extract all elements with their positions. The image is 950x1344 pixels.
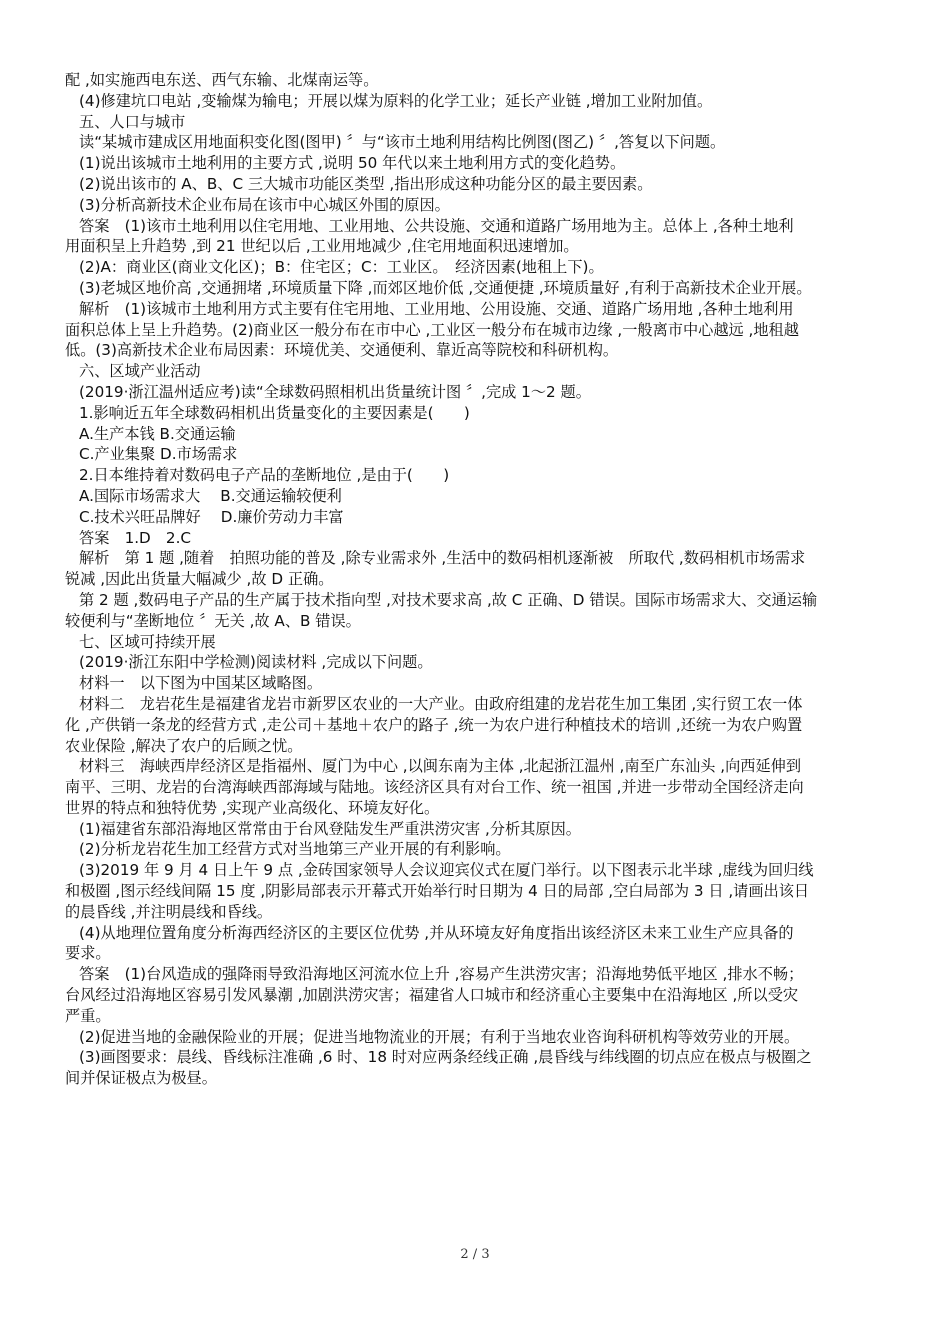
text-line: 第 2 题 ,数码电子产品的生产属于技术指向型 ,对技术要求高 ,故 C 正确、D 错误。国际市场需求大、交通运输 — [79, 590, 818, 609]
text-line: (1)说出该城市土地利用的主要方式 ,说明 50 年代以来土地利用方式的变化趋势。 — [79, 154, 626, 173]
text-line: 七、区域可持续开展 — [79, 632, 216, 651]
text-line: 农业保险 ,解决了农户的后顾之忧。 — [65, 736, 303, 755]
text-line: 读“某城市建成区用地面积变化图(图甲) 〞与“该市土地利用结构比例图(图乙) 〞,答复以下问题。 — [79, 133, 726, 152]
text-line: 严重。 — [65, 1006, 111, 1025]
text-line: 解析 (1)该城市土地利用方式主要有住宅用地、工业用地、公用设施、交通、道路广场用地 ,各种土地利用 — [79, 299, 794, 318]
text-line: (3)老城区地价高 ,交通拥堵 ,环境质量下降 ,而郊区地价低 ,交通便捷 ,环境质量好 ,有利于高新技术企业开展。 — [79, 278, 812, 297]
text-line: 面积总体上呈上升趋势。(2)商业区一般分布在市中心 ,工业区一般分布在城市边缘 ,一般离市中心越远 ,地租越 — [65, 320, 799, 339]
text-line: (2019·浙江东阳中学检测)阅读材料 ,完成以下问题。 — [79, 653, 433, 672]
text-line: 化 ,产供销一条龙的经营方式 ,走公司＋基地＋农户的路子 ,统一为农户进行种植技术的培训 ,还统一为农户购置 — [65, 715, 803, 734]
text-line: 五、人口与城市 — [79, 112, 186, 131]
text-line: 的晨昏线 ,并注明晨线和昏线。 — [65, 902, 273, 921]
text-line: 台风经过沿海地区容易引发风暴潮 ,加剧洪涝灾害；福建省人口城市和经济重心主要集中在沿海地区 ,所以受灾 — [65, 986, 799, 1005]
text-line: (4)从地理位置角度分析海西经济区的主要区位优势 ,并从环境友好角度指出该经济区未来工业生产应具备的 — [79, 923, 794, 942]
text-line: (2)A：商业区(商业文化区)；B：住宅区；C：工业区。 经济因素(地租上下)。 — [79, 258, 604, 277]
text-line: 锐减 ,因此出货量大幅减少 ,故 D 正确。 — [65, 570, 334, 589]
text-line: 世界的特点和独特优势 ,实现产业高级化、环境友好化。 — [65, 798, 440, 817]
text-line: 1.影响近五年全球数码相机出货量变化的主要因素是( ) — [79, 403, 470, 422]
text-line: 解析 第 1 题 ,随着 拍照功能的普及 ,除专业需求外 ,生活中的数码相机逐渐被 所取代 ,数码相机市场需求 — [79, 549, 806, 568]
text-line: (2)分析龙岩花生加工经营方式对当地第三产业开展的有利影响。 — [79, 840, 511, 859]
text-line: 间并保证极点为极昼。 — [65, 1069, 217, 1088]
text-line: (2)说出该市的 A、B、C 三大城市功能区类型 ,指出形成这种功能分区的最主要因素。 — [79, 174, 653, 193]
text-line: 用面积呈上升趋势 ,到 21 世纪以后 ,工业用地减少 ,住宅用地面积迅速增加。 — [65, 237, 579, 256]
text-line: 材料一 以下图为中国某区域略图。 — [79, 674, 322, 693]
text-line: (2019·浙江温州适应考)读“全球数码照相机出货量统计图 〞,完成 1～2 题。 — [79, 382, 591, 401]
text-line: 要求。 — [65, 944, 111, 963]
text-line: 材料三 海峡西岸经济区是指福州、厦门为中心 ,以闽东南为主体 ,北起浙江温州 ,南至广东汕头 ,向西延伸到 — [79, 757, 802, 776]
text-line: (4)修建坑口电站 ,变输煤为输电；开展以煤为原料的化学工业；延长产业链 ,增加工业附加值。 — [79, 91, 713, 110]
text-line: A.生产本钱 B.交通运输 — [79, 424, 236, 443]
text-line: (3)2019 年 9 月 4 日上午 9 点 ,金砖国家领导人会议迎宾仪式在厦门举行。以下图表示北半球 ,虚线为回归线 — [79, 861, 814, 880]
text-line: (3)分析高新技术企业布局在该市中心城区外围的原因。 — [79, 195, 450, 214]
text-line: (3)画图要求：晨线、昏线标注准确 ,6 时、18 时对应两条经线正确 ,晨昏线与纬线圈的切点应在极点与极圈之 — [79, 1048, 812, 1067]
page-number: 2 / 3 — [460, 1247, 490, 1262]
text-line: 答案 1.D 2.C — [79, 528, 192, 547]
text-line: 材料二 龙岩花生是福建省龙岩市新罗区农业的一大产业。由政府组建的龙岩花生加工集团 ,实行贸工农一体 — [79, 694, 803, 713]
text-line: A.国际市场需求大 B.交通运输较便利 — [79, 486, 342, 505]
text-line: 和极圈 ,图示经线间隔 15 度 ,阴影局部表示开幕式开始举行时日期为 4 日的局部 ,空白局部为 3 日 ,请画出该日 — [65, 882, 810, 901]
text-line: 南平、三明、龙岩的台湾海峡西部海域与陆地。该经济区具有对台工作、统一祖国 ,并进一步带动全国经济走向 — [65, 778, 804, 797]
text-line: C.产业集聚 D.市场需求 — [79, 445, 238, 464]
text-line: 较便利与“垄断地位 〞无关 ,故 A、B 错误。 — [65, 611, 361, 630]
text-line: 低。(3)高新技术企业布局因素：环境优美、交通便利、靠近高等院校和科研机构。 — [65, 341, 619, 360]
text-line: (1)福建省东部沿海地区常常由于台风登陆发生严重洪涝灾害 ,分析其原因。 — [79, 819, 581, 838]
document-body — [65, 70, 887, 1089]
text-line: 配 ,如实施西电东送、西气东输、北煤南运等。 — [65, 71, 379, 89]
text-line: 2.日本维持着对数码电子产品的垄断地位 ,是由于( ) — [79, 466, 450, 485]
text-line: 答案 (1)台风造成的强降雨导致沿海地区河流水位上升 ,容易产生洪涝灾害；沿海地势低平地区 ,排水不畅； — [79, 965, 804, 984]
text-line: 答案 (1)该市土地利用以住宅用地、工业用地、公共设施、交通和道路广场用地为主。总体上 ,各种土地利 — [79, 216, 794, 235]
text-line: C.技术兴旺品牌好 D.廉价劳动力丰富 — [79, 507, 344, 526]
text-line: 六、区域产业活动 — [79, 362, 201, 381]
text-line: (2)促进当地的金融保险业的开展；促进当地物流业的开展；有利于当地农业咨询科研机构等效劳业的开展。 — [79, 1027, 800, 1046]
